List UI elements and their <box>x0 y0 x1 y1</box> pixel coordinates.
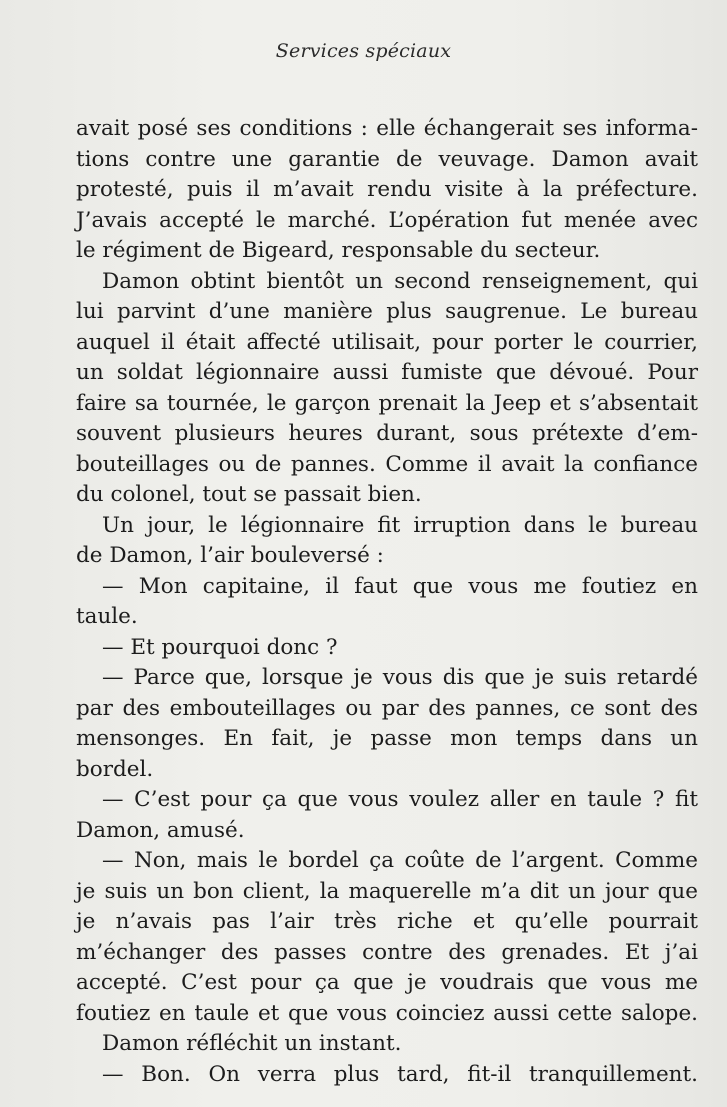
text-line: — Non, mais le bordel ça coûte de l’argent. Comme <box>102 848 698 873</box>
text-line: accepté. C’est pour ça que je voudrais que vous me <box>76 970 698 995</box>
text-line: auquel il était affecté utilisait, pour porter le courrier, <box>76 329 698 355</box>
text-line: le régiment de Bigeard, responsable du secteur. <box>76 238 601 263</box>
text-line: J’avais accepté le marché. L’opération fut menée avec <box>76 207 698 233</box>
text-line: souvent plusieurs heures durant, sous prétexte d’em- <box>76 421 698 446</box>
text-line: — Parce que, lorsque je vous dis que je suis retardé <box>102 665 698 690</box>
text-line: lui parvint d’une manière plus saugrenue. Le bureau <box>76 299 698 324</box>
text-line: m’échanger des passes contre des grenades. Et j’ai <box>76 939 698 965</box>
text-line: avait posé ses conditions : elle échangerait ses informa- <box>76 116 698 141</box>
text-line: — C’est pour ça que vous voulez aller en taule ? fit <box>102 787 698 812</box>
text-line: Damon, amusé. <box>76 817 245 843</box>
text-line: bouteillages ou de pannes. Comme il avait la confiance <box>76 451 698 477</box>
text-line: Damon obtint bientôt un second renseignement, qui <box>102 268 698 294</box>
text-line: — Et pourquoi donc ? <box>102 634 338 660</box>
running-head: Services spéciaux <box>275 40 452 62</box>
text-line: taule. <box>76 604 138 629</box>
text-line: mensonges. En fait, je passe mon temps dans un <box>76 726 698 751</box>
text-line: de Damon, l’air bouleversé : <box>76 543 384 568</box>
text-line: par des embouteillages ou par des pannes, ce sont des <box>76 695 698 721</box>
text-line: foutiez en taule et que vous coinciez aussi cette salope. <box>76 1000 698 1026</box>
text-line: tions contre une garantie de veuvage. Damon avait <box>76 146 698 172</box>
text-line: bordel. <box>76 756 154 782</box>
text-line: je suis un bon client, la maquerelle m’a dit un jour que <box>76 878 698 904</box>
text-line: je n’avais pas l’air très riche et qu’elle pourrait <box>76 909 698 934</box>
text-line: — Bon. On verra plus tard, fit-il tranquillement. <box>102 1061 698 1087</box>
text-line: protesté, puis il m’avait rendu visite à la préfecture. <box>76 177 698 202</box>
text-line: — Mon capitaine, il faut que vous me foutiez en <box>102 573 698 599</box>
text-line: Un jour, le légionnaire fit irruption dans le bureau <box>102 512 698 538</box>
text-line: Damon réfléchit un instant. <box>102 1031 402 1056</box>
text-line: faire sa tournée, le garçon prenait la Jeep et s’absentait <box>76 390 698 416</box>
body-text <box>76 114 698 1090</box>
text-line: un soldat légionnaire aussi fumiste que dévoué. Pour <box>76 360 698 385</box>
text-line: du colonel, tout se passait bien. <box>76 482 422 507</box>
